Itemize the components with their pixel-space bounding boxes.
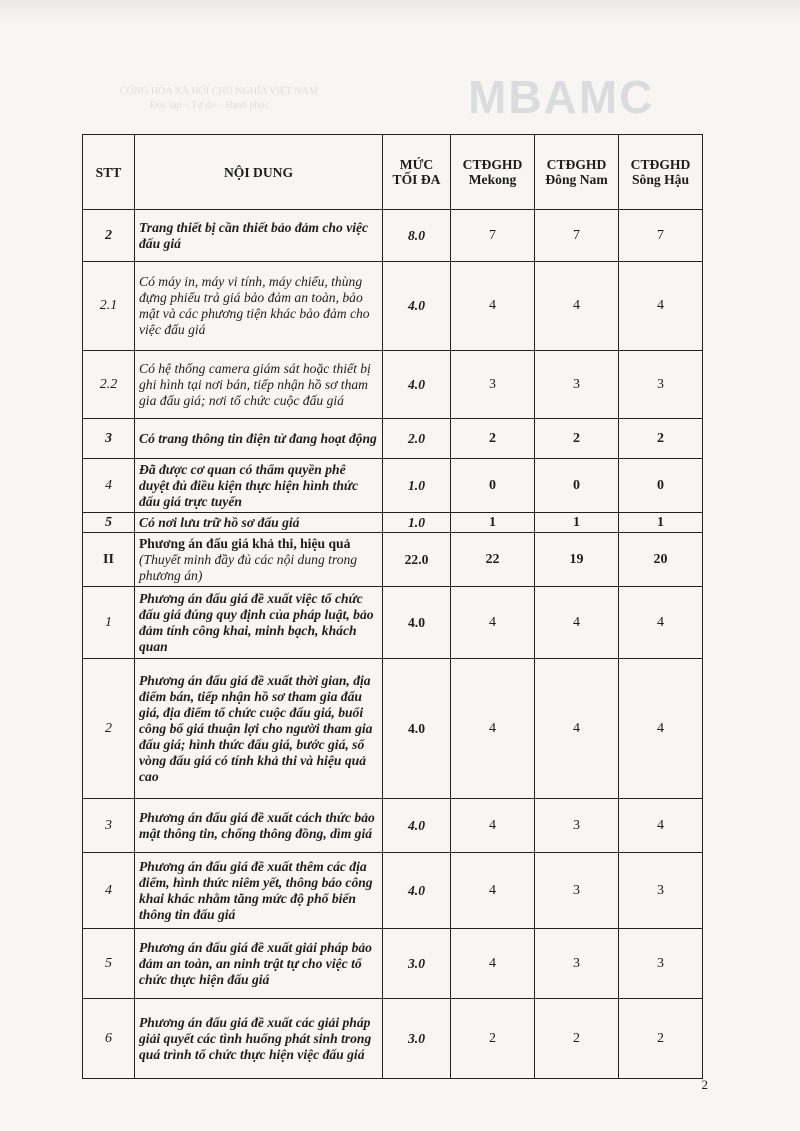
table-row-section	[83, 533, 703, 587]
row-score-song-hau: 4	[619, 587, 703, 659]
bleed-through-line-1: CỘNG HÒA XÃ HỘI CHỦ NGHĨA VIỆT NAM	[120, 86, 318, 97]
row-stt: 2.2	[83, 351, 135, 419]
row-content: Phương án đấu giá đề xuất thời gian, địa điểm bán, tiếp nhận hồ sơ tham gia đấu giá, địa điểm tổ chức cuộc đấu giá, buổi công bố giá thuận lợi cho người tham gia đấu giá; hình thức đấu giá, bước giá, số vòng đấu giá có tính khả thi và hiệu quả cao	[135, 659, 383, 799]
row-score-song-hau: 4	[619, 659, 703, 799]
row-content	[135, 533, 383, 587]
row-score-dong-nam: 3	[535, 853, 619, 929]
row-score-mekong: 4	[451, 587, 535, 659]
row-stt: 3	[83, 419, 135, 459]
col-header-mekong: CTĐGHD Mekong	[451, 135, 535, 210]
row-score-mekong: 3	[451, 351, 535, 419]
row-score-mekong: 2	[451, 419, 535, 459]
row-score-mekong: 4	[451, 853, 535, 929]
row-score-dong-nam: 3	[535, 929, 619, 999]
row-score-song-hau: 4	[619, 262, 703, 351]
col-header-max: MỨC TỐI ĐA	[383, 135, 451, 210]
col-header-content: NỘI DUNG	[135, 135, 383, 210]
row-score-dong-nam: 2	[535, 419, 619, 459]
section-note: (Thuyết minh đầy đủ các nội dung trong phương án)	[139, 551, 358, 583]
row-score-song-hau: 20	[619, 533, 703, 587]
row-content: Có nơi lưu trữ hồ sơ đấu giá	[135, 513, 383, 533]
table-row	[83, 659, 703, 799]
bleed-through-logo: MBAMC	[468, 71, 655, 123]
col-header-stt: STT	[83, 135, 135, 210]
row-stt: 2.1	[83, 262, 135, 351]
row-stt: 2	[83, 210, 135, 262]
row-score-mekong: 2	[451, 999, 535, 1079]
row-score-dong-nam: 19	[535, 533, 619, 587]
row-score-dong-nam: 0	[535, 459, 619, 513]
row-score-song-hau: 4	[619, 799, 703, 853]
table-row	[83, 929, 703, 999]
row-content: Có hệ thống camera giám sát hoặc thiết bị ghi hình tại nơi bán, tiếp nhận hồ sơ tham gia đấu giá; nơi tổ chức cuộc đấu giá	[135, 351, 383, 419]
row-score-mekong: 4	[451, 799, 535, 853]
score-table	[82, 134, 703, 1079]
row-score-dong-nam: 2	[535, 999, 619, 1079]
row-stt: 3	[83, 799, 135, 853]
row-score-dong-nam: 4	[535, 262, 619, 351]
row-stt: II	[83, 533, 135, 587]
row-content: Có máy in, máy vi tính, máy chiếu, thùng đựng phiếu trả giá bảo đảm an toàn, bảo mật và các phương tiện khác bảo đảm cho việc đấu giá	[135, 262, 383, 351]
row-max: 2.0	[383, 419, 451, 459]
row-max: 4.0	[383, 262, 451, 351]
row-stt: 4	[83, 853, 135, 929]
table-row	[83, 351, 703, 419]
row-content: Phương án đấu giá đề xuất cách thức bảo mật thông tin, chống thông đồng, dìm giá	[135, 799, 383, 853]
row-score-dong-nam: 1	[535, 513, 619, 533]
row-score-mekong: 4	[451, 929, 535, 999]
row-score-mekong: 1	[451, 513, 535, 533]
row-stt: 6	[83, 999, 135, 1079]
row-max: 4.0	[383, 799, 451, 853]
row-max: 4.0	[383, 853, 451, 929]
row-score-song-hau: 7	[619, 210, 703, 262]
row-max: 22.0	[383, 533, 451, 587]
page-number: 2	[701, 1077, 708, 1092]
row-score-dong-nam: 3	[535, 351, 619, 419]
row-max: 3.0	[383, 999, 451, 1079]
row-score-dong-nam: 4	[535, 659, 619, 799]
row-content: Đã được cơ quan có thẩm quyền phê duyệt đủ điều kiện thực hiện hình thức đấu giá trực tuyến	[135, 459, 383, 513]
row-max: 1.0	[383, 513, 451, 533]
row-score-song-hau: 3	[619, 929, 703, 999]
table-row	[83, 587, 703, 659]
row-score-mekong: 7	[451, 210, 535, 262]
row-content: Phương án đấu giá đề xuất việc tổ chức đấu giá đúng quy định của pháp luật, bảo đảm tính công khai, minh bạch, khách quan	[135, 587, 383, 659]
table-row	[83, 799, 703, 853]
col-header-song-hau: CTĐGHD Sông Hậu	[619, 135, 703, 210]
table-row	[83, 210, 703, 262]
row-max: 4.0	[383, 659, 451, 799]
row-max: 1.0	[383, 459, 451, 513]
row-score-dong-nam: 7	[535, 210, 619, 262]
row-max: 4.0	[383, 587, 451, 659]
row-score-mekong: 4	[451, 659, 535, 799]
row-stt: 5	[83, 513, 135, 533]
table-row	[83, 513, 703, 533]
row-max: 8.0	[383, 210, 451, 262]
table-row	[83, 262, 703, 351]
bleed-through-line-2: Độc lập – Tự do – Hạnh phúc	[150, 100, 269, 111]
row-stt: 4	[83, 459, 135, 513]
row-content: Trang thiết bị cần thiết bảo đảm cho việc đấu giá	[135, 210, 383, 262]
row-score-song-hau: 2	[619, 999, 703, 1079]
row-score-mekong: 22	[451, 533, 535, 587]
row-score-song-hau: 1	[619, 513, 703, 533]
row-content: Phương án đấu giá đề xuất thêm các địa điểm, hình thức niêm yết, thông báo công khai khác nhằm tăng mức độ phổ biến thông tin đấu giá	[135, 853, 383, 929]
col-header-dong-nam: CTĐGHD Đông Nam	[535, 135, 619, 210]
row-score-mekong: 4	[451, 262, 535, 351]
table-row	[83, 459, 703, 513]
row-score-mekong: 0	[451, 459, 535, 513]
row-score-song-hau: 3	[619, 853, 703, 929]
row-stt: 5	[83, 929, 135, 999]
table-header-row	[83, 135, 703, 210]
row-score-dong-nam: 3	[535, 799, 619, 853]
scan-top-strip	[0, 0, 800, 22]
row-content: Phương án đấu giá đề xuất các giải pháp giải quyết các tình huống phát sinh trong quá trình tổ chức thực hiện việc đấu giá	[135, 999, 383, 1079]
table-row	[83, 419, 703, 459]
row-score-song-hau: 3	[619, 351, 703, 419]
row-max: 4.0	[383, 351, 451, 419]
table-row	[83, 853, 703, 929]
row-stt: 1	[83, 587, 135, 659]
row-score-song-hau: 0	[619, 459, 703, 513]
table-row	[83, 999, 703, 1079]
row-content: Có trang thông tin điện tử đang hoạt động	[135, 419, 383, 459]
row-max: 3.0	[383, 929, 451, 999]
row-content: Phương án đấu giá đề xuất giải pháp bảo đảm an toàn, an ninh trật tự cho việc tổ chức thực hiện đấu giá	[135, 929, 383, 999]
row-stt: 2	[83, 659, 135, 799]
row-score-dong-nam: 4	[535, 587, 619, 659]
section-title: Phương án đấu giá khả thi, hiệu quả	[139, 535, 351, 551]
row-score-song-hau: 2	[619, 419, 703, 459]
